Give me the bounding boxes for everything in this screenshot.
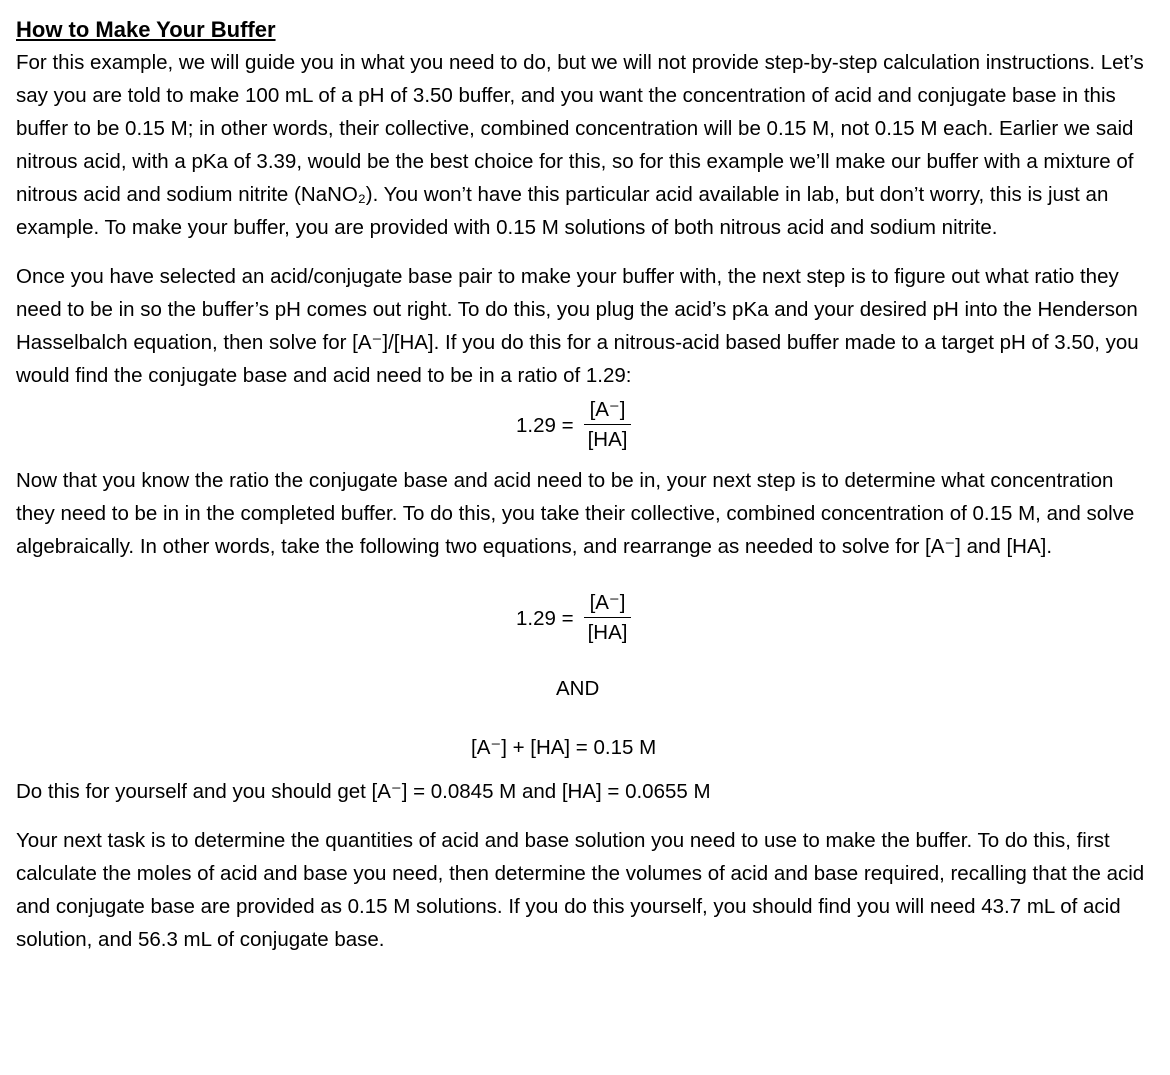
document-page [16,14,1156,956]
fraction [584,589,632,648]
section-title: How to Make Your Buffer [16,17,276,42]
paragraph-volumes: Your next task is to determine the quantities of acid and base solution you need to use to make the buffer. To do this, first calculate the moles of acid and base you need, then determine the volumes of acid and base required, recalling that the acid and conjugate base are provided as 0.15 M solutions. If you do this yourself, you should find you will need 43.7 mL of acid solution, and 56.3 mL of conjugate base. [16,829,1145,951]
paragraph-concentration: Now that you know the ratio the conjugate base and acid need to be in, your next step is to determine what concentration they need to be in in the completed buffer. To do this, you take their collective, combined concentration of 0.15 M, and solve algebraically. In other words, take the following two equations, and rearrange as needed to solve for [A⁻] and [HA]. [16,469,1135,558]
equation-lhs: 1.29 = [516,606,574,630]
fraction-denominator: [HA] [587,428,628,451]
fraction-denominator: [HA] [587,621,628,644]
fraction-numerator: [A⁻] [589,398,626,421]
equation-ratio-1 [16,392,1156,464]
paragraph-ratio: Once you have selected an acid/conjugate base pair to make your buffer with, the next step is to figure out what ratio they need to be in so the buffer’s pH comes out right. To do this, you plug the acid’s pKa and your desired pH into the Henderson Hasselbalch equation, then solve for [A⁻]/[HA]. If you do this for a nitrous-acid based buffer made to a target pH of 3.50, you would find the conjugate base and acid need to be in a ratio of 1.29: [16,265,1139,387]
fraction-numerator: [A⁻] [589,591,626,614]
equation-lhs: 1.29 = [516,413,574,437]
equation-sum: [A⁻] + [HA] = 0.15 M [471,736,657,759]
fraction [584,396,632,455]
and-label: AND [556,677,600,700]
paragraph-result: Do this for yourself and you should get [A⁻] = 0.0845 M and [HA] = 0.0655 M [16,780,711,803]
equation-ratio-2 [16,563,1156,763]
paragraph-intro: For this example, we will guide you in what you need to do, but we will not provide step-by-step calculation instructions. Let’s say you are told to make 100 mL of a pH of 3.50 buffer, and you want the concentration of acid and conjugate base in this buffer to be 0.15 M; in other words, their collective, combined concentration will be 0.15 M, not 0.15 M each. Earlier we said nitrous acid, with a pKa of 3.39, would be the best choice for this, so for this example we’ll make our buffer with a mixture of nitrous acid and sodium nitrite (NaNO₂). You won’t have this particular acid available in lab, but don’t worry, this is just an example. To make your buffer, you are provided with 0.15 M solutions of both nitrous acid and sodium nitrite. [16,51,1144,239]
